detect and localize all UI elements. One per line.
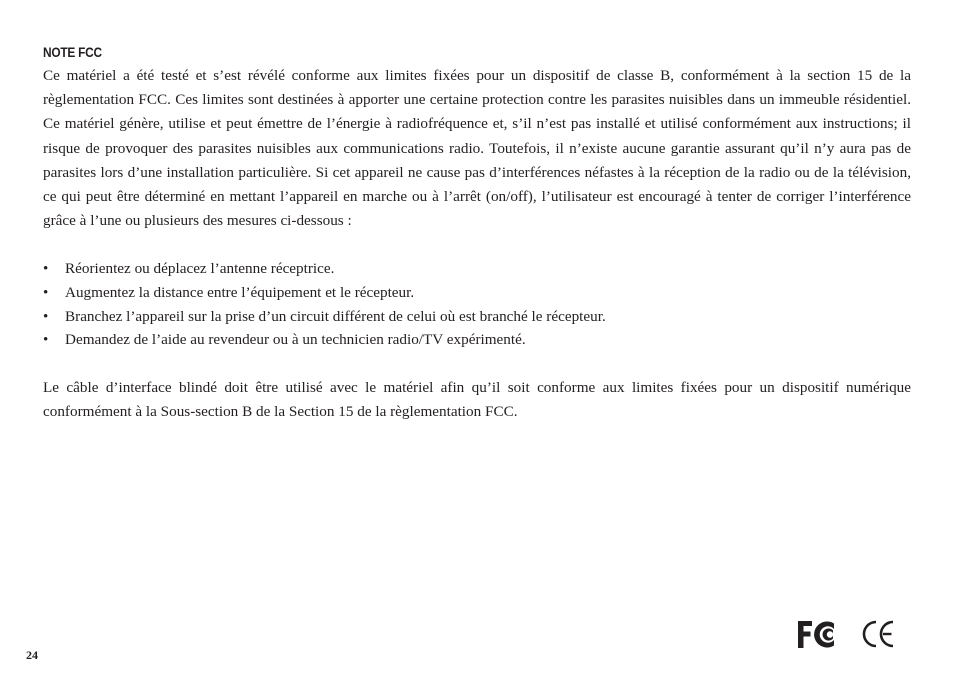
bullet-glyph: • — [43, 307, 49, 325]
list-item — [43, 257, 911, 281]
list-item — [43, 281, 911, 305]
section-heading: NOTE FCC — [43, 44, 102, 60]
fcc-logo-icon — [796, 618, 838, 650]
measure-text: Réorientez ou déplacez l’antenne réceptrice. — [65, 260, 335, 278]
measure-text: Augmentez la distance entre l’équipement et le récepteur. — [65, 284, 415, 302]
fcc-note-section — [43, 42, 911, 424]
measures-list — [43, 257, 911, 351]
ce-mark-icon — [862, 618, 896, 650]
intro-paragraph: Ce matériel a été testé et s’est révélé conforme aux limites fixées pour un dispositif de classe B, conformément à la section 15 de la règlementation FCC. Ces limites sont destinées à apporter une certaine protection contre les parasites nuisibles dans un immeuble résidentiel. Ce matériel génère, utilise et peut émettre de l’énergie à radiofréquence et, s’il n’est pas installé et utilisé conformément aux instructions; il risque de provoquer des parasites nuisibles aux communications radio. Toutefois, il n’existe aucune garantie assurant qu’il n’y aura pas de parasites lors d’une installation particulière. Si cet appareil ne cause pas d’interférences néfastes à la réception de la radio ou de la télévision, ce qui peut être déterminé en mettant l’appareil en marche ou à l’arrêt (on/off), l’utilisateur est encouragé à tenter de corriger l’interférence grâce à l’une ou plusieurs des mesures ci-dessous : — [43, 67, 911, 230]
bullet-glyph: • — [43, 331, 49, 349]
bullet-glyph: • — [43, 284, 49, 302]
bullet-glyph: • — [43, 260, 49, 278]
page-number: 24 — [26, 648, 38, 662]
measure-text: Branchez l’appareil sur la prise d’un circuit différent de celui où est branché le récepteur. — [65, 307, 606, 325]
measure-text: Demandez de l’aide au revendeur ou à un technicien radio/TV expérimenté. — [65, 331, 526, 349]
list-item — [43, 305, 911, 329]
list-item — [43, 328, 911, 352]
closing-paragraph: Le câble d’interface blindé doit être utilisé avec le matériel afin qu’il soit conforme aux limites fixées pour un dispositif numérique conformément à la Sous-section B de la Section 15 de la règlementation FCC. — [43, 378, 911, 420]
certification-logos — [796, 618, 906, 652]
